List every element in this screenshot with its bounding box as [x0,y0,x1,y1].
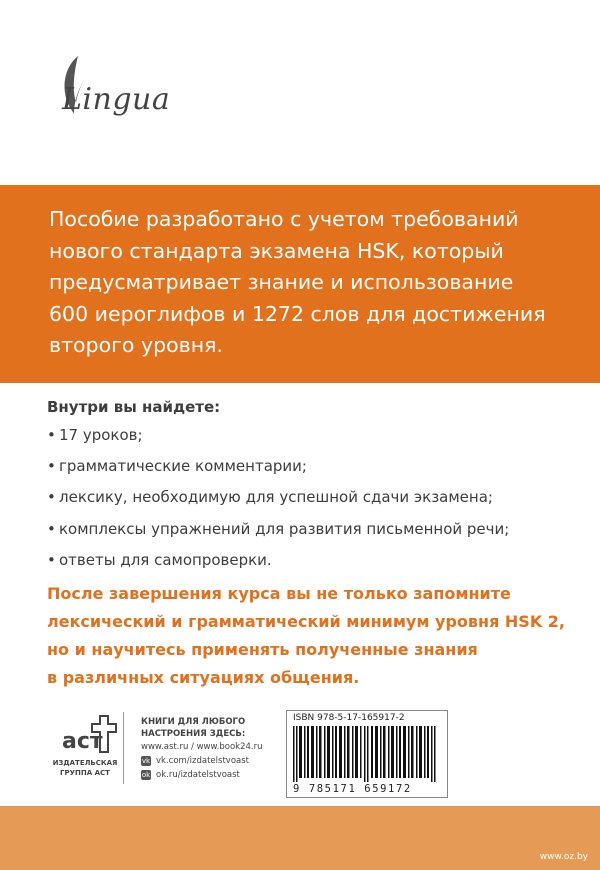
bullet-icon: • [47,457,56,476]
publisher-logo [40,710,130,790]
bullet-icon: • [47,488,56,507]
after-course-text: После завершения курса вы не только запомните лексический и грамматический минимум уровня HSK 2, но и научитесь применять полученные знания в различных ситуациях общения. [47,584,565,687]
bullet-icon: • [47,550,56,569]
vk-icon: vk [141,757,151,765]
divider [123,712,124,784]
list-item: • комплексы упражнений для развития письменной речи; [47,519,510,538]
ok-link[interactable]: ok ok.ru/izdatelstvoast [141,770,240,780]
list-item: • грамматические комментарии; [47,457,307,476]
contents-list [47,428,509,584]
list-item: • лексику, необходимую для успешной сдачи экзамена; [47,488,493,507]
isbn-digits: 9 785171 659172 [293,783,412,795]
watermark: www.oz.by [539,852,588,862]
vk-link[interactable]: vk vk.com/izdatelstvoast [141,756,249,766]
publisher-links [141,716,291,782]
isbn-label: ISBN 978-5-17-165917-2 [293,713,405,723]
description-banner [0,185,600,383]
list-item: • ответы для самопроверки. [47,550,272,569]
svg-text:аст: аст [62,729,103,754]
bullet-icon: • [47,426,56,444]
inside-title: Внутри вы найдете: [47,398,221,416]
lingua-logo [48,52,188,132]
list-item: • 17 уроков; [47,426,143,444]
lingua-logo-text: Lingua [62,82,171,117]
isbn-barcode [286,710,448,798]
barcode-icon [293,726,441,782]
ast-logo-icon [40,710,130,758]
sites-link[interactable]: www.ast.ru / www.book24.ru [141,742,263,752]
ok-icon: ok [141,771,151,779]
description-text: Пособие разработано с учетом требований нового стандарта экзамена HSK, который предусматривает знание и использование 600 иероглифов и 1272 слов для достижения второго уровня. [49,207,546,357]
links-heading: КНИГИ ДЛЯ ЛЮБОГО НАСТРОЕНИЯ ЗДЕСЬ: [141,717,246,739]
publisher-caption: ИЗДАТЕЛЬСКАЯ ГРУППА АСТ [52,759,118,777]
bullet-icon: • [47,519,56,538]
bottom-band [0,806,600,870]
